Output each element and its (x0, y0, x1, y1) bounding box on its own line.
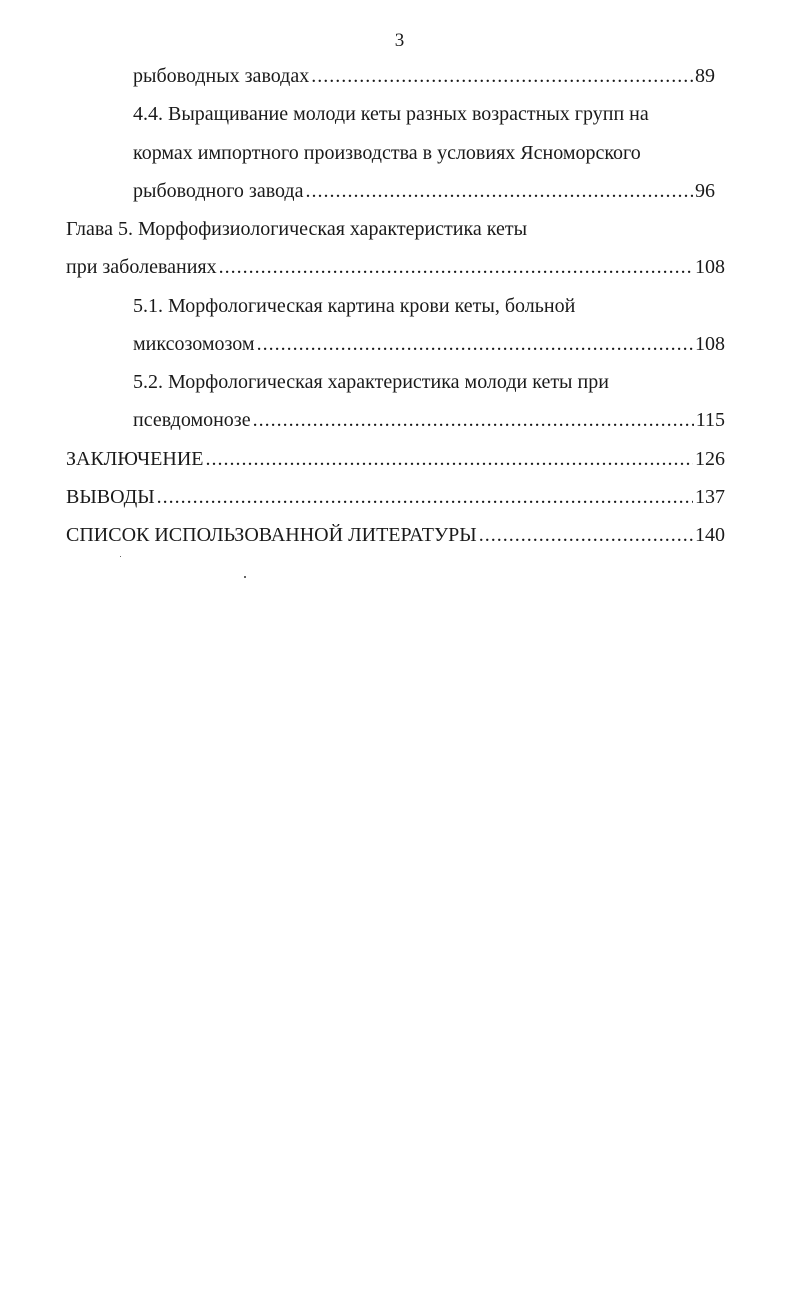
toc-entry-page: 126 (695, 448, 725, 470)
toc-entry-text: Глава 5. Морфофизиологическая характеристика кеты (66, 218, 528, 240)
toc-entry-text: СПИСОК ИСПОЛЬЗОВАННОЙ ЛИТЕРАТУРЫ (66, 524, 477, 546)
toc-entry (133, 370, 609, 394)
toc-entry (133, 179, 715, 203)
toc-entry (66, 255, 725, 279)
toc-entry-text: рыбоводных заводах (133, 65, 310, 87)
toc-entry-page: 89 (695, 65, 715, 87)
toc-entry-page: 140 (695, 524, 725, 546)
toc-entry (66, 217, 527, 241)
toc-entry-page: 108 (695, 256, 725, 278)
toc-entry-text: псевдомонозе (133, 409, 251, 431)
scan-speck (244, 576, 246, 578)
toc-leader-dots (257, 332, 693, 356)
toc-leader-dots (306, 179, 694, 203)
toc-leader-dots (253, 408, 694, 432)
scan-speck (120, 556, 121, 557)
toc-entry-page: 115 (695, 409, 725, 431)
toc-leader-dots (311, 64, 693, 88)
toc-entry-page: 137 (695, 486, 725, 508)
toc-entry (133, 294, 575, 318)
toc-entry (66, 447, 725, 471)
toc-entry (133, 332, 725, 356)
toc-leader-dots (205, 447, 693, 471)
toc-entry-text: ЗАКЛЮЧЕНИЕ (66, 448, 204, 470)
toc-entry-text: 5.1. Морфологическая картина крови кеты, больной (133, 295, 576, 317)
toc-entry (133, 408, 725, 432)
toc-entry-page: 108 (695, 333, 725, 355)
toc-entry (133, 141, 641, 165)
toc-leader-dots (219, 255, 693, 279)
toc-entry-page: 96 (695, 180, 715, 202)
toc-entry-text: при заболеваниях (66, 256, 217, 278)
toc-entry-text: 4.4. Выращивание молоди кеты разных возрастных групп на (133, 103, 649, 125)
toc-entry-text: миксозомозом (133, 333, 255, 355)
page-number: 3 (394, 30, 405, 51)
toc-leader-dots (157, 485, 693, 509)
toc-entry (66, 523, 725, 547)
toc-entry (133, 64, 715, 88)
toc-entry-text: ВЫВОДЫ (66, 486, 155, 508)
toc-entry-text: кормах импортного производства в условиях Ясноморского (133, 142, 641, 164)
toc-entry-text: рыбоводного завода (133, 180, 304, 202)
toc-leader-dots (479, 523, 693, 547)
toc-entry-text: 5.2. Морфологическая характеристика молоди кеты при (133, 371, 609, 393)
toc-entry (133, 102, 649, 126)
toc-entry (66, 485, 725, 509)
